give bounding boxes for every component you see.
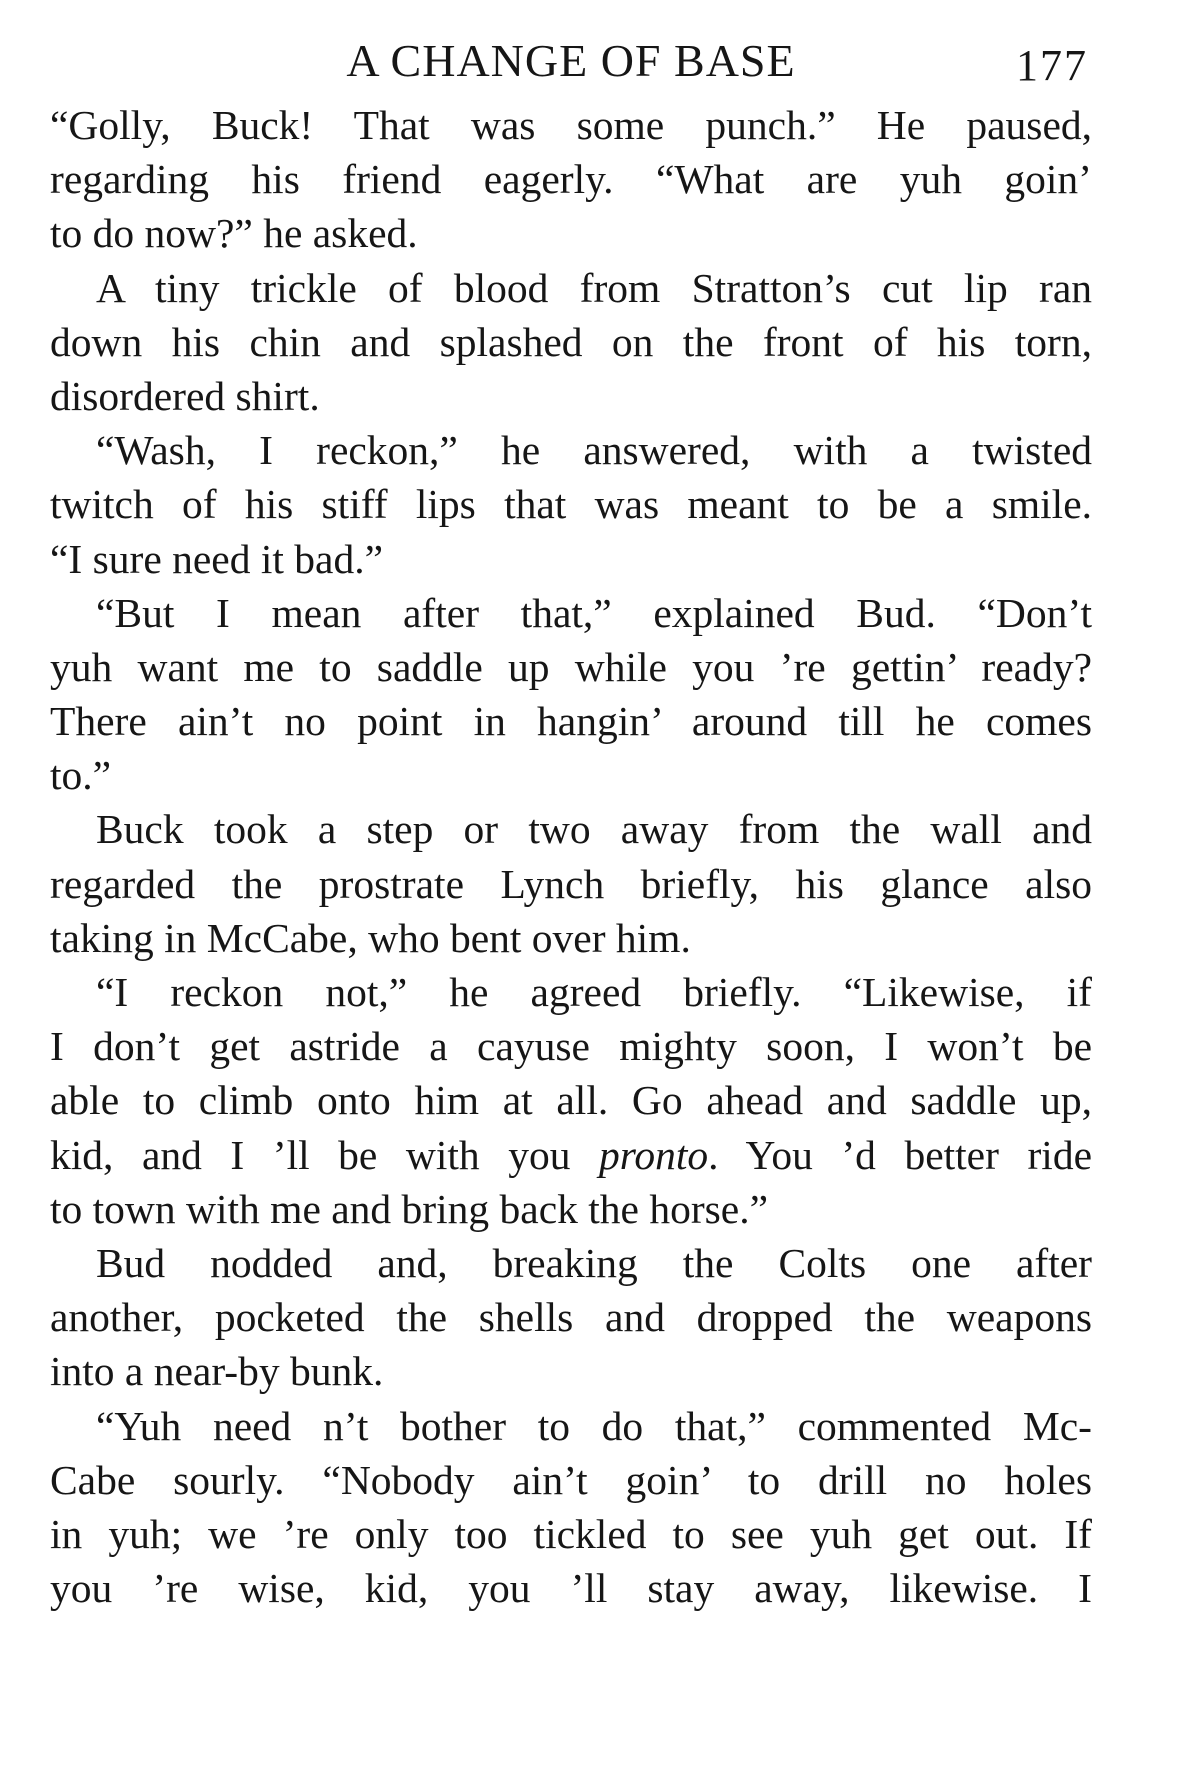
text-line: There ain’t no point in hangin’ around till he comes [50,698,1092,745]
running-head [50,28,1092,98]
text-line: kid, and I ’ll be with you pronto. You ’d better ride [50,1131,1092,1178]
text-line: Buck took a step or two away from the wall and [96,806,1092,853]
text-line: able to climb onto him at all. Go ahead and saddle up, [50,1077,1092,1124]
text-line: regarded the prostrate Lynch briefly, his glance also [50,860,1092,907]
text-line: taking in McCabe, who bent over him. [50,914,691,961]
text-line: in yuh; we ’re only too tickled to see yuh get out. If [50,1510,1092,1557]
text-line: twitch of his stiff lips that was meant to be a smile. [50,481,1092,528]
page-number: 177 [1016,41,1088,90]
text-line: Cabe sourly. “Nobody ain’t goin’ to drill no holes [50,1456,1092,1503]
text-line: into a near-by bunk. [50,1348,384,1395]
text-line: to do now?” he asked. [50,210,418,257]
text-line: disordered shirt. [50,372,320,419]
text-line: “I sure need it bad.” [50,535,383,582]
body-text [50,98,1092,1615]
text-line: yuh want me to saddle up while you ’re gettin’ ready? [50,643,1092,690]
text-line: “But I mean after that,” explained Bud. “Don’t [96,589,1092,636]
text-line: I don’t get astride a cayuse mighty soon, I won’t be [50,1023,1092,1070]
text-line: regarding his friend eagerly. “What are yuh goin’ [50,156,1092,203]
text-line: A tiny trickle of blood from Stratton’s cut lip ran [96,264,1092,311]
text-line: “Yuh need n’t bother to do that,” commented Mc- [96,1402,1092,1449]
text-line: to.” [50,752,112,799]
text-line: you ’re wise, kid, you ’ll stay away, likewise. I [50,1565,1092,1612]
text-line: “Golly, Buck! That was some punch.” He paused, [50,102,1092,148]
text-line: to town with me and bring back the horse.” [50,1185,769,1232]
text-line: “Wash, I reckon,” he answered, with a twisted [96,427,1092,474]
book-page [50,28,1092,1615]
text-line: another, pocketed the shells and dropped the weapons [50,1294,1092,1341]
text-line: Bud nodded and, breaking the Colts one after [96,1239,1092,1286]
text-line: “I reckon not,” he agreed briefly. “Likewise, if [96,969,1092,1015]
chapter-title: A CHANGE OF BASE [346,35,796,86]
text-line: down his chin and splashed on the front of his torn, [50,318,1092,365]
italic-word: pronto [598,1131,709,1178]
